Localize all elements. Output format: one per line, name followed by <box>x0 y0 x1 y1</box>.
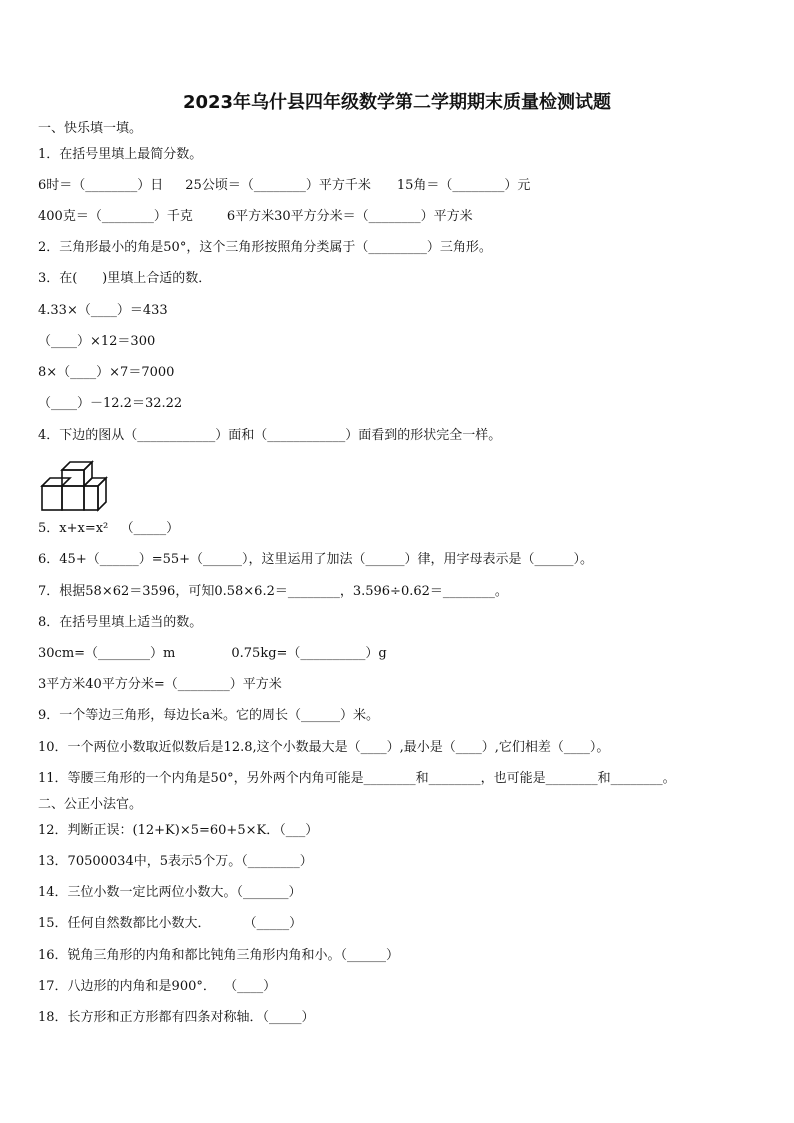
question-9: 9．一个等边三角形，每边长a米。它的周长（______）米。 <box>38 708 380 723</box>
question-12: 12．判断正误：(12+K)×5=60+5×K．（___） <box>38 823 319 838</box>
question-13: 13．70500034中，5表示5个万。（________） <box>38 854 313 869</box>
question-8-item: 3平方米40平方分米=（________）平方米 <box>38 677 282 692</box>
question-3: 3．在( )里填上合适的数． <box>38 271 212 286</box>
question-4: 4．下边的图从（____________）面和（____________）面看到的形状完全一样。 <box>38 428 502 443</box>
question-10: 10．一个两位小数取近似数后是12.8,这个小数最大是（____）,最小是（____）,它们相差（____）。 <box>38 740 610 755</box>
question-1-items: 6时＝（________）日 25公顷＝（________）平方千米 15角＝（________）元 <box>38 178 531 193</box>
question-2: 2．三角形最小的角是50°，这个三角形按照角分类属于（_________）三角形。 <box>38 240 492 255</box>
question-3-item: 4.33×（____）＝433 <box>38 303 168 318</box>
question-7: 7．根据58×62＝3596，可知0.58×6.2＝________，3.596÷0.62＝________。 <box>38 584 508 599</box>
cube-stack-figure <box>40 460 110 514</box>
question-14: 14．三位小数一定比两位小数大。（_______） <box>38 885 302 900</box>
page-title: 2023年乌什县四年级数学第二学期期末质量检测试题 <box>182 92 612 113</box>
question-15: 15．任何自然数都比小数大． （_____） <box>38 916 303 931</box>
question-17: 17．八边形的内角和是900°． （____） <box>38 979 277 994</box>
question-3-item: （____）×12＝300 <box>38 334 156 349</box>
question-8: 8．在括号里填上适当的数。 <box>38 615 203 630</box>
question-16: 16．锐角三角形的内角和都比钝角三角形内角和小。（______） <box>38 948 400 963</box>
question-5: 5．x+x=x² （_____） <box>38 521 180 536</box>
section-heading: 二、公正小法官。 <box>38 797 143 812</box>
question-3-item: （____）－12.2＝32.22 <box>38 396 183 411</box>
question-3-item: 8×（____）×7＝7000 <box>38 365 175 380</box>
section-heading: 一、快乐填一填。 <box>38 121 143 136</box>
question-18: 18．长方形和正方形都有四条对称轴．（_____） <box>38 1010 315 1025</box>
question-11: 11．等腰三角形的一个内角是50°，另外两个内角可能是________和________，也可能是________和________。 <box>38 771 676 786</box>
question-1: 1．在括号里填上最简分数。 <box>38 147 203 162</box>
question-8-items: 30cm=（________）m 0.75kg=（__________）g <box>38 646 387 661</box>
question-6: 6．45+（______）=55+（______），这里运用了加法（______）律，用字母表示是（______）。 <box>38 552 594 567</box>
question-1-items: 400克＝（________）千克 6平方米30平方分米＝（________）平方米 <box>38 209 473 224</box>
